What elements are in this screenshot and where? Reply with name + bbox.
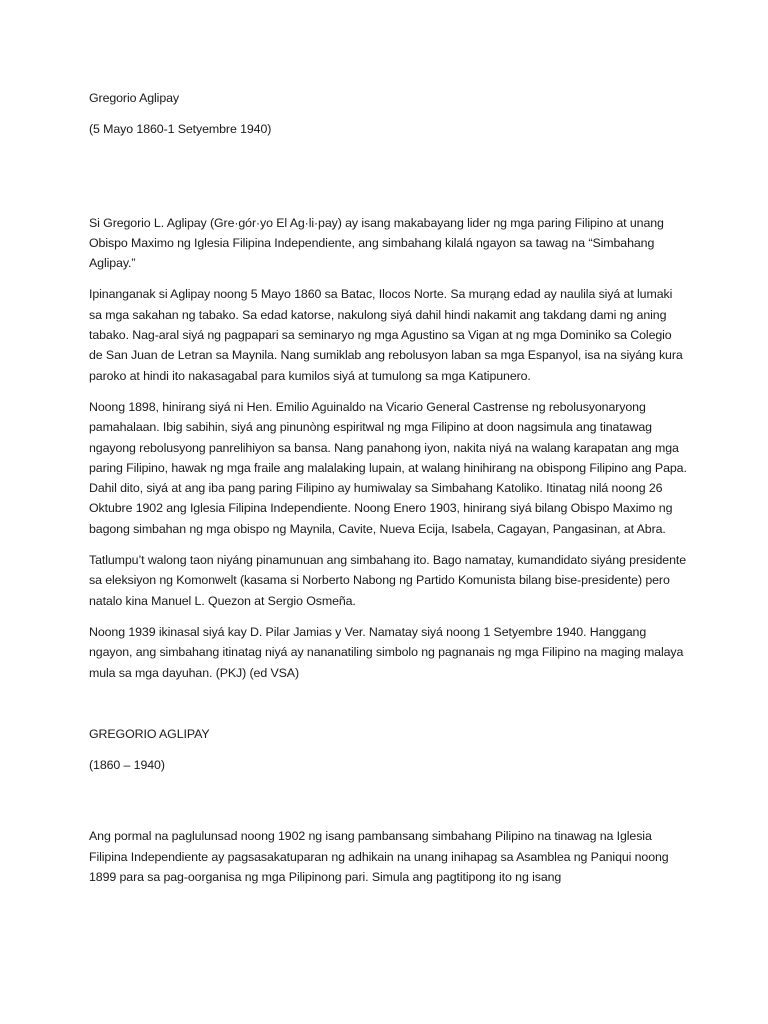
section1-paragraph: Noong 1898, hinirang siyá ni Hen. Emilio Aguinaldo na Vicario General Castrense ng rebolusyonaryong pamahalaan. Ibig sabihin, siyá ang pinunòng espiritwal ng mga Filipino at doon nagsimula ang tinatawag ngayong rebolusyong panrelihiyon sa bansa. Nang panahong iyon, nakita niyá na walang karapatan ang mga paring Filipino, hawak ng mga fraile ang malalaking lupain, at walang hinihirang na obispong Filipino ang Papa. Dahil dito, siyá at ang iba pang paring Filipino ay humiwalay sa Simbahang Katoliko. Itinatag nilá noong 26 Oktubre 1902 ang Iglesia Filipina Independiente. Noong Enero 1903, hinirang siyá bilang Obispo Maximo ng bagong simbahan ng mga obispo ng Maynila, Cavite, Nueva Ecija, Isabela, Cagayan, Pangasinan, at Abra. [89,399,687,536]
section2-title: GREGORIO AGLIPAY [89,726,210,741]
section1-dates: (5 Mayo 1860-1 Setyembre 1940) [89,122,272,137]
section2-paragraph: Ang pormal na paglulunsad noong 1902 ng isang pambansang simbahang Pilipino na tinawag na Iglesia Filipina Independiente ay pagsasakatuparan ng adhikain na unang inihapag sa Asamblea ng Paniqui noong 1899 para sa pag-oorganisa ng mga Pilipinong pari. Simula ang pagtitipong ito ng isang [89,829,669,885]
section1-paragraph: Ipinanganak si Aglipay noong 5 Mayo 1860 sa Batac, Ilocos Norte. Sa murạng edad ay naulila siyá at lumaki sa mga sakahan ng tabako. Sa edad katorse, nakulong siyá dahil hindi nakamit ang takdang dami ng aning tabako. Nag-aral siyá ng pagpapari sa seminaryo ng mga Agustino sa Vigan at ng mga Dominiko sa Colegio de San Juan de Letran sa Maynila. Nang sumiklab ang rebolusyon laban sa mga Espanyol, isa na siyáng kura paroko at hindi ito nakasagabal para kumilos siyá at tumulong sa mga Katipunero. [89,287,683,383]
section1-title: Gregorio Aglipay [89,91,180,105]
section1-paragraph: Tatlumpu’t walong taon niyáng pinamunuan ang simbahang ito. Bago namatay, kumandidato siyáng presidente sa eleksiyon ng Komonwelt (kasama si Norberto Nabong ng Partido Komunista bilang bise-presidente) pero natalo kina Manuel L. Quezon at Sergio Osmeña. [89,553,687,608]
section2-dates: (1860 – 1940) [89,758,165,773]
section1-paragraph: Si Gregorio L. Aglipay (Gre·gór·yo El Ag·li·pay) ay isang makabayang lider ng mga paring Filipino at unang Obispo Maximo ng Iglesia Filipina Independiente, ang simbahang kilalá ngayon sa tawag na “Simbahang Aglipay.” [89,215,664,271]
section1-paragraph: Noong 1939 ikinasal siyá kay D. Pilar Jamias y Ver. Namatay siyá noong 1 Setyembre 1940. Hanggang ngayon, ang simbahang itinatag niyá ay nananatiling simbolo ng pagnanais ng mga Filipino na maging malaya mula sa mga dayuhan. (PKJ) (ed VSA) [89,624,684,680]
document-body [89,88,687,898]
